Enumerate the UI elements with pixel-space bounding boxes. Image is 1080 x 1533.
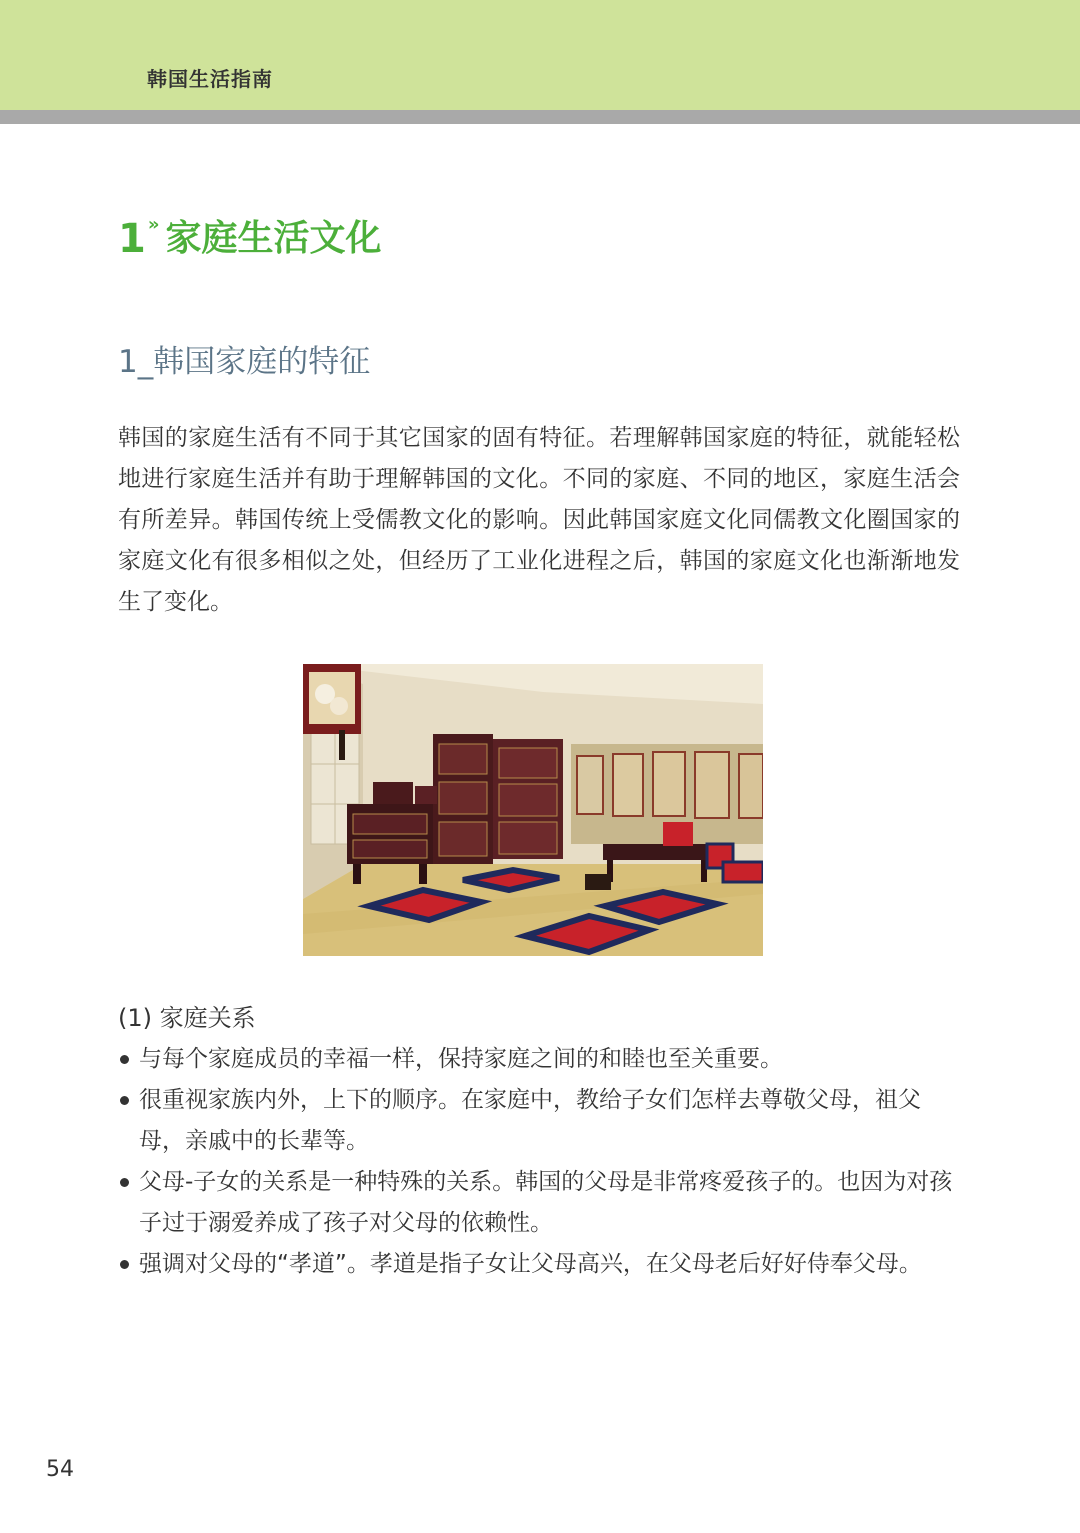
chapter-marker-icon: » [147,214,160,235]
bullet-text: 父母-子女的关系是一种特殊的关系。韩国的父母是非常疼爱孩子的。也因为对孩子过于溺爱养成了孩子对父母的依赖性。 [139,1169,953,1236]
list-item [118,1162,960,1244]
bullet-icon [120,1178,129,1187]
bullet-text: 很重视家族内外，上下的顺序。在家庭中，教给子女们怎样去尊敬父母，祖父母，亲戚中的长辈等。 [139,1087,921,1154]
chapter-title [118,214,382,270]
list-item [118,1080,960,1162]
bullet-icon [120,1096,129,1105]
page-number: 54 [46,1457,74,1482]
running-title: 韩国生活指南 [147,67,273,91]
bullet-icon [120,1260,129,1269]
bullet-text: 强调对父母的“孝道”。孝道是指子女让父母高兴，在父母老后好好侍奉父母。 [139,1251,922,1277]
intro-paragraph: 韩国的家庭生活有不同于其它国家的固有特征。若理解韩国家庭的特征，就能轻松地进行家庭生活并有助于理解韩国的文化。不同的家庭、不同的地区，家庭生活会有所差异。韩国传统上受儒教文化的影响。因此韩国家庭文化同儒教文化圈国家的家庭文化有很多相似之处，但经历了工业化进程之后，韩国的家庭文化也渐渐地发生了变化。 [118,425,960,615]
bullet-list [118,1039,960,1285]
bullet-icon [120,1055,129,1064]
traditional-room-photo [303,664,763,956]
chapter-heading: 家庭生活文化 [165,218,382,259]
subsection-title: (1) 家庭关系 [118,1004,256,1032]
list-item [118,1244,960,1285]
bullet-text: 与每个家庭成员的幸福一样，保持家庭之间的和睦也至关重要。 [139,1046,783,1072]
list-item [118,1039,960,1080]
header-rule [0,110,1080,124]
photo-cabinets [433,734,563,864]
header-band [0,0,1080,110]
chapter-number: 1 [118,216,146,262]
section-title: 1_韩国家庭的特征 [118,344,371,380]
